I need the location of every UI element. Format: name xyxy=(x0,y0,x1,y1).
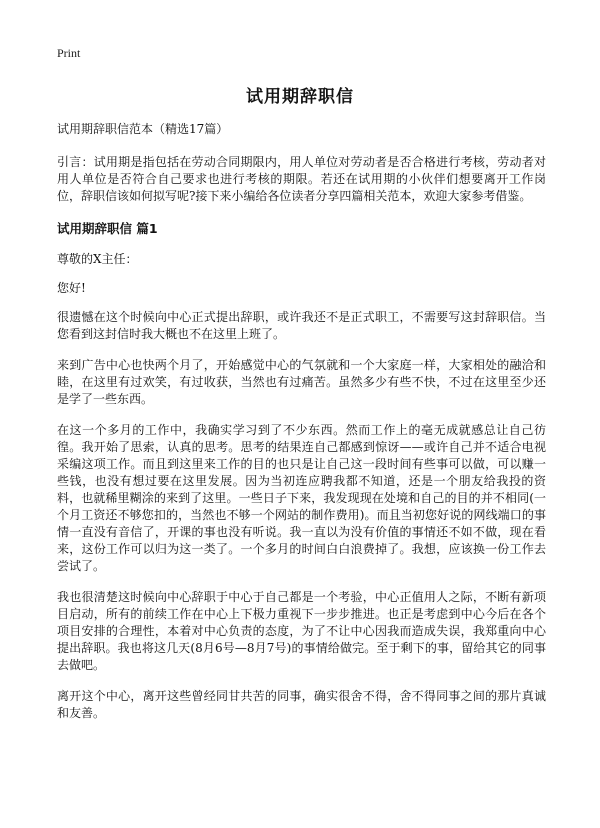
body-paragraph-2: 来到广告中心也快两个月了，开始感觉中心的气氛就和一个大家庭一样，大家相处的融洽和睦，在这里有过欢笑，有过收获，当然也有过痛苦。虽然多少有些不快，不过在这里至少还是学了一些东西。 xyxy=(57,358,546,406)
greeting: 您好! xyxy=(57,281,86,295)
body-paragraph-4: 我也很清楚这时候向中心辞职于中心于自己都是一个考验，中心正值用人之际，不断有新项目启动，所有的前续工作在中心上下极力重视下一步步推进。也正是考虑到中心今后在各个项目安排的合理性，本着对中心负责的态度，为了不让中心因我而造成失误，我郑重向中心提出辞职。我也将这几天(8月6号—8月7号)的事情给做完。至于剩下的事，留给其它的同事去做吧。 xyxy=(57,590,546,672)
document-body xyxy=(57,121,546,736)
intro-paragraph: 引言：试用期是指包括在劳动合同期限内，用人单位对劳动者是否合格进行考核，劳动者对用人单位是否符合自己要求也进行考核的期限。若还在试用期的小伙伴们想要离开工作岗位，辞职信该如何拟写呢?接下来小编给各位读者分享四篇相关范本，欢迎大家参考借鉴。 xyxy=(57,155,546,203)
page-title: 试用期辞职信 xyxy=(246,87,354,107)
print-link[interactable]: Print xyxy=(57,46,81,60)
section-heading: 试用期辞职信 篇1 xyxy=(57,221,158,236)
salutation: 尊敬的X主任： xyxy=(57,252,138,266)
body-paragraph-5: 离开这个中心，离开这些曾经同甘共苦的同事，确实很舍不得，舍不得同事之间的那片真诚和友善。 xyxy=(57,689,546,720)
body-paragraph-3: 在这一个多月的工作中，我确实学习到了不少东西。然而工作上的毫无成就感总让自己彷徨。我开始了思索，认真的思考。思考的结果连自己都感到惊讶——或许自己并不适合电视采编这项工作。而且到这里来工作的目的也只是让自己这一段时间有些事可以做，可以赚一些钱，也没有想过要在这里发展。因为当初连应聘我都不知道，还是一个朋友给我投的资料，也就稀里糊涂的来到了这里。一些日子下来，我发现现在处境和自己的目的并不相同(一个月工资还不够您扣的，当然也不够一个网站的制作费用)。而且当初您好说的网线端口的事情一直没有音信了，开课的事也没有听说。我一直以为没有价值的事情还不如不做，现在看来，这份工作可以归为这一类了。一个多月的时间白白浪费掉了。我想，应该换一份工作去尝试了。 xyxy=(57,423,546,573)
document-subtitle: 试用期辞职信范本（精选17篇） xyxy=(57,122,229,136)
body-paragraph-1: 很遗憾在这个时候向中心正式提出辞职，或许我还不是正式职工，不需要写这封辞职信。当您看到这封信时我大概也不在这里上班了。 xyxy=(57,310,546,341)
